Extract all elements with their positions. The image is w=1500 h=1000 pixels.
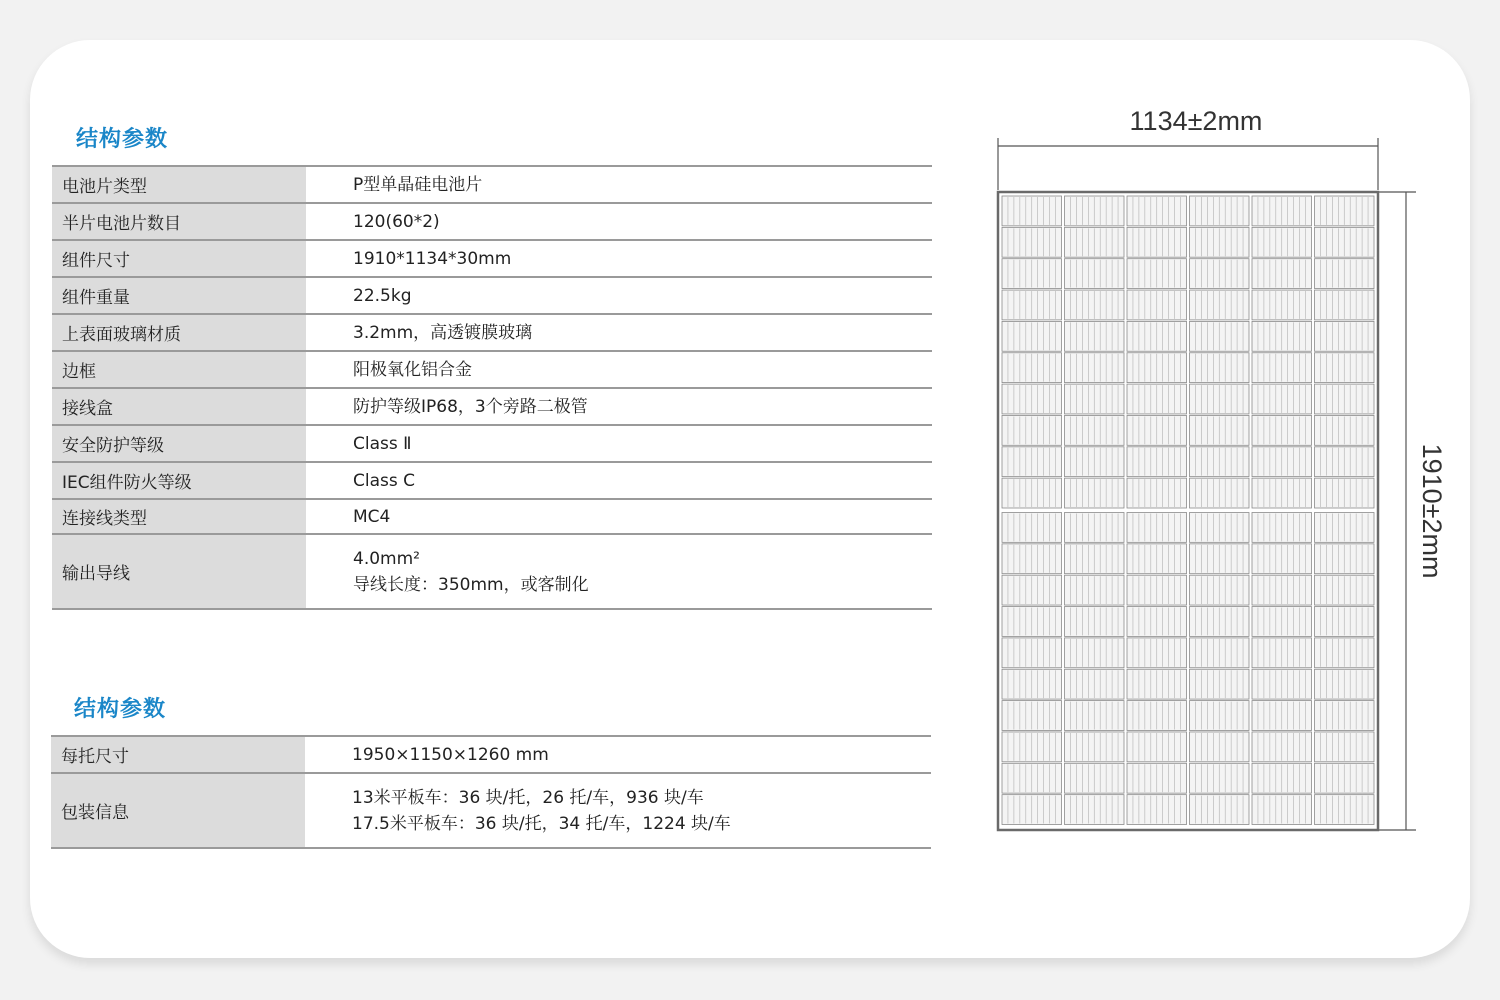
spec-label: 输出导线: [52, 534, 306, 609]
spec-value-line: 1910*1134*30mm: [353, 248, 512, 269]
spec-value-line: 导线长度：350mm，或客制化: [353, 574, 589, 595]
spec-value-line: MC4: [353, 506, 391, 527]
spec-value: [305, 736, 931, 773]
spec-label: 边框: [52, 351, 306, 388]
spec-value: [305, 773, 931, 848]
spec-table-structure: [52, 165, 932, 610]
spec-value-line: 13米平板车：36 块/托，26 托/车，936 块/车: [352, 787, 704, 808]
width-dimension-label: 1134±2mm: [1129, 106, 1263, 136]
spec-value-line: 17.5米平板车：36 块/托，34 托/车，1224 块/车: [352, 813, 731, 834]
spec-row: [52, 462, 932, 499]
height-dimension-line: [1378, 192, 1416, 830]
spec-row: [52, 166, 932, 203]
spec-label: 包装信息: [51, 773, 305, 848]
spec-row: [51, 736, 931, 773]
panel-dimension-diagram: [960, 90, 1460, 850]
spec-row: [52, 203, 932, 240]
spec-value: [306, 203, 932, 240]
width-dimension-line: [998, 138, 1378, 190]
spec-value: [306, 240, 932, 277]
spec-value-line: 1950×1150×1260 mm: [352, 744, 549, 765]
spec-label: 组件重量: [52, 277, 306, 314]
spec-label: 上表面玻璃材质: [52, 314, 306, 351]
spec-value: [306, 166, 932, 203]
spec-label: 电池片类型: [52, 166, 306, 203]
spec-row: [52, 314, 932, 351]
spec-label: 接线盒: [52, 388, 306, 425]
spec-value-line: 阳极氧化铝合金: [353, 359, 472, 380]
spec-row: [52, 240, 932, 277]
spec-value-line: P型单晶硅电池片: [353, 174, 483, 195]
spec-value: [306, 351, 932, 388]
spec-value-line: Class C: [353, 470, 415, 491]
section-title-structure: 结构参数: [76, 127, 169, 152]
spec-value: [306, 388, 932, 425]
spec-value: [306, 499, 932, 534]
spec-row: [52, 351, 932, 388]
spec-value-line: 3.2mm，高透镀膜玻璃: [353, 322, 533, 343]
height-dimension-label: 1910±2mm: [1417, 443, 1447, 579]
spec-value: [306, 314, 932, 351]
spec-value-line: 防护等级IP68，3个旁路二极管: [353, 396, 588, 417]
spec-value-line: 4.0mm²: [353, 548, 420, 569]
spec-row: [52, 425, 932, 462]
spec-label: 连接线类型: [52, 499, 306, 534]
spec-value: [306, 277, 932, 314]
spec-value-line: 22.5kg: [353, 285, 412, 306]
section-title-packaging: 结构参数: [74, 697, 167, 722]
spec-label: 安全防护等级: [52, 425, 306, 462]
spec-value: [306, 462, 932, 499]
spec-label: 半片电池片数目: [52, 203, 306, 240]
spec-row: [52, 499, 932, 534]
spec-value-line: Class Ⅱ: [353, 433, 412, 454]
spec-label: 组件尺寸: [52, 240, 306, 277]
spec-row: [52, 388, 932, 425]
spec-row: [51, 773, 931, 848]
spec-value: [306, 425, 932, 462]
spec-label: IEC组件防火等级: [52, 462, 306, 499]
spec-table-packaging: [51, 735, 931, 849]
spec-value: [306, 534, 932, 609]
spec-value-line: 120(60*2): [353, 211, 440, 232]
spec-label: 每托尺寸: [51, 736, 305, 773]
spec-row: [52, 534, 932, 609]
spec-row: [52, 277, 932, 314]
